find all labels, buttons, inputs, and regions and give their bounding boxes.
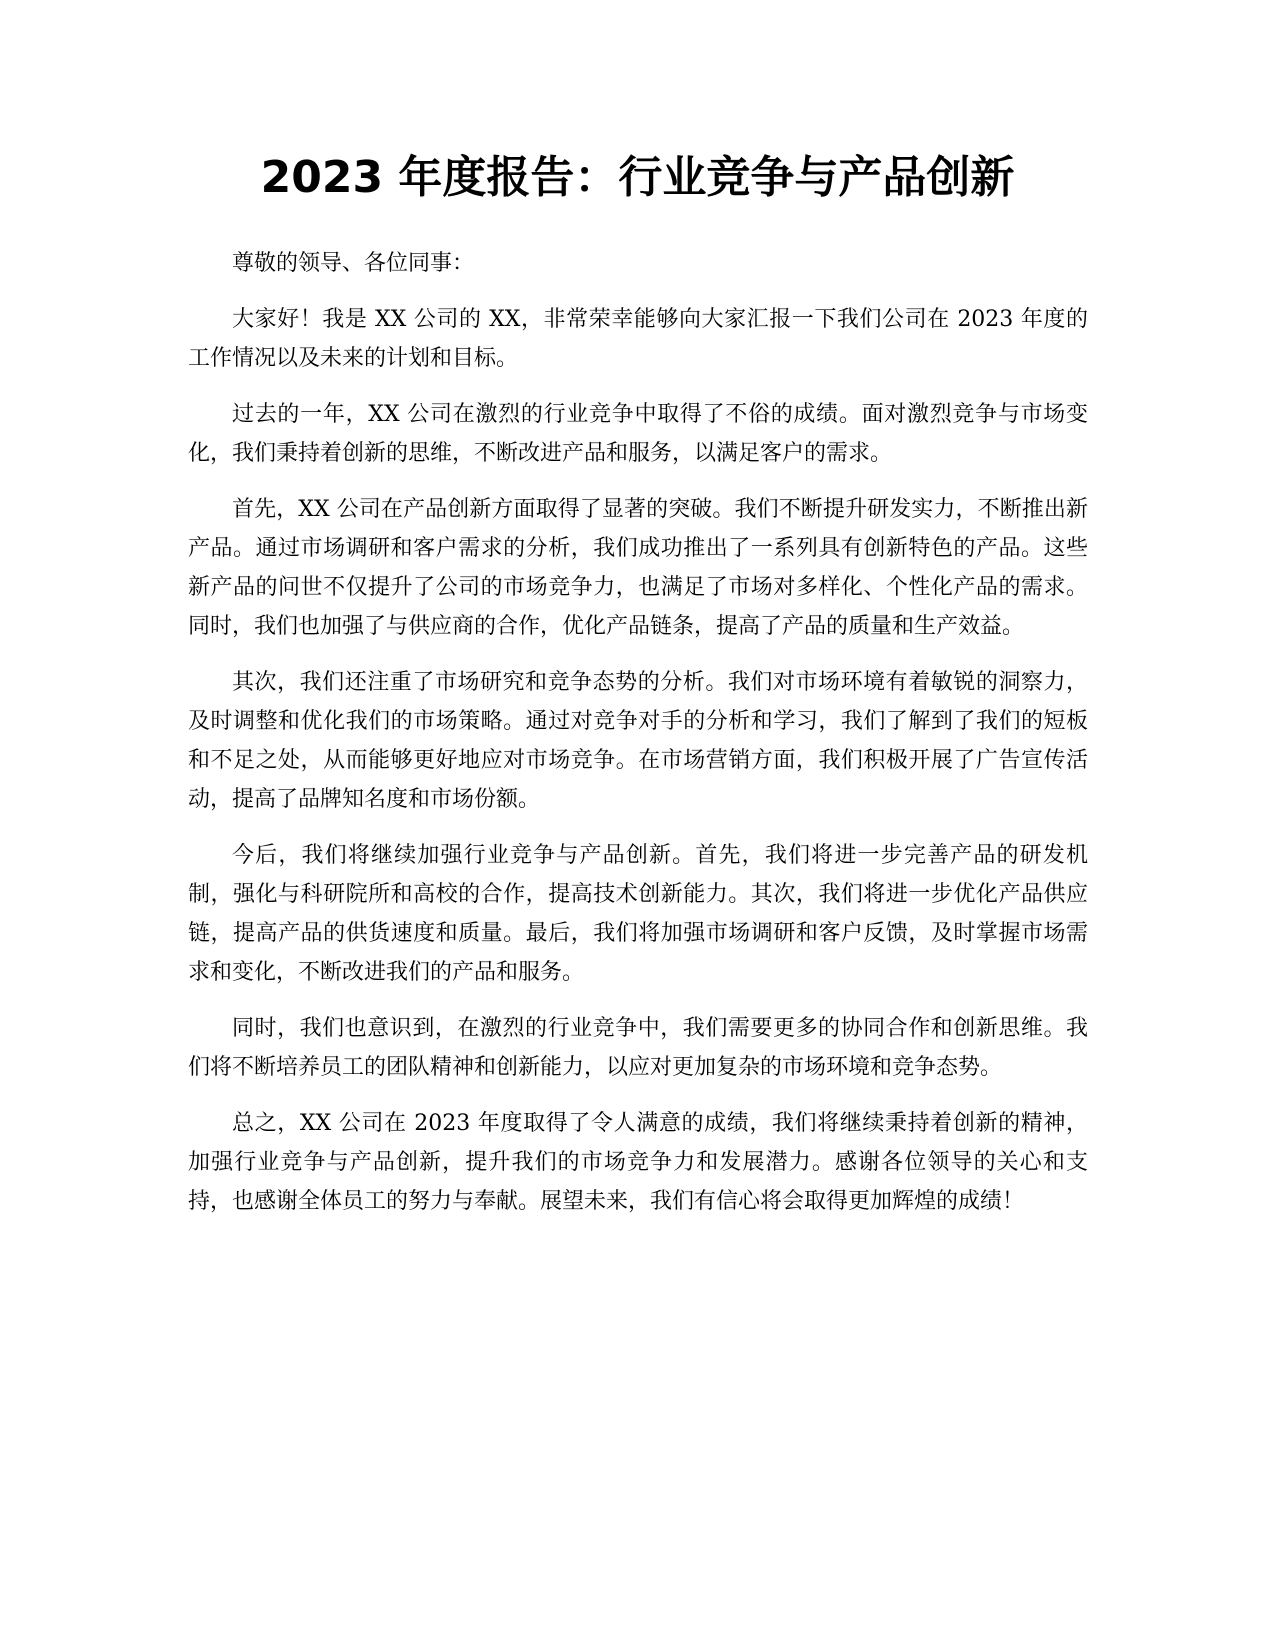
- document-body: [188, 244, 1088, 1238]
- past-year-paragraph: 过去的一年，XX 公司在激烈的行业竞争中取得了不俗的成绩。面对激烈竞争与市场变化，我们秉持着创新的思维，不断改进产品和服务，以满足客户的需求。: [188, 402, 1088, 466]
- greeting-paragraph: 尊敬的领导、各位同事：: [232, 251, 475, 276]
- intro-paragraph: 大家好！我是 XX 公司的 XX，非常荣幸能够向大家汇报一下我们公司在 2023 年度的工作情况以及未来的计划和目标。: [188, 307, 1088, 371]
- teamwork-paragraph: 同时，我们也意识到，在激烈的行业竞争中，我们需要更多的协同合作和创新思维。我们将不断培养员工的团队精神和创新能力，以应对更加复杂的市场环境和竞争态势。: [188, 1016, 1088, 1080]
- future-plans-paragraph: 今后，我们将继续加强行业竞争与产品创新。首先，我们将进一步完善产品的研发机制，强化与科研院所和高校的合作，提高技术创新能力。其次，我们将进一步优化产品供应链，提高产品的供货速度和质量。最后，我们将加强市场调研和客户反馈，及时掌握市场需求和变化，不断改进我们的产品和服务。: [188, 843, 1088, 985]
- conclusion-paragraph: 总之，XX 公司在 2023 年度取得了令人满意的成绩，我们将继续秉持着创新的精神，加强行业竞争与产品创新，提升我们的市场竞争力和发展潜力。感谢各位领导的关心和支持，也感谢全体员工的努力与奉献。展望未来，我们有信心将会取得更加辉煌的成绩！: [188, 1111, 1088, 1214]
- market-research-paragraph: 其次，我们还注重了市场研究和竞争态势的分析。我们对市场环境有着敏锐的洞察力，及时调整和优化我们的市场策略。通过对竞争对手的分析和学习，我们了解到了我们的短板和不足之处，从而能够更好地应对市场竞争。在市场营销方面，我们积极开展了广告宣传活动，提高了品牌知名度和市场份额。: [188, 670, 1088, 812]
- document-title: 2023 年度报告：行业竞争与产品创新: [260, 152, 1015, 203]
- product-innovation-paragraph: 首先，XX 公司在产品创新方面取得了显著的突破。我们不断提升研发实力，不断推出新产品。通过市场调研和客户需求的分析，我们成功推出了一系列具有创新特色的产品。这些新产品的问世不仅提升了公司的市场竞争力，也满足了市场对多样化、个性化产品的需求。同时，我们也加强了与供应商的合作，优化产品链条，提高了产品的质量和生产效益。: [188, 497, 1088, 639]
